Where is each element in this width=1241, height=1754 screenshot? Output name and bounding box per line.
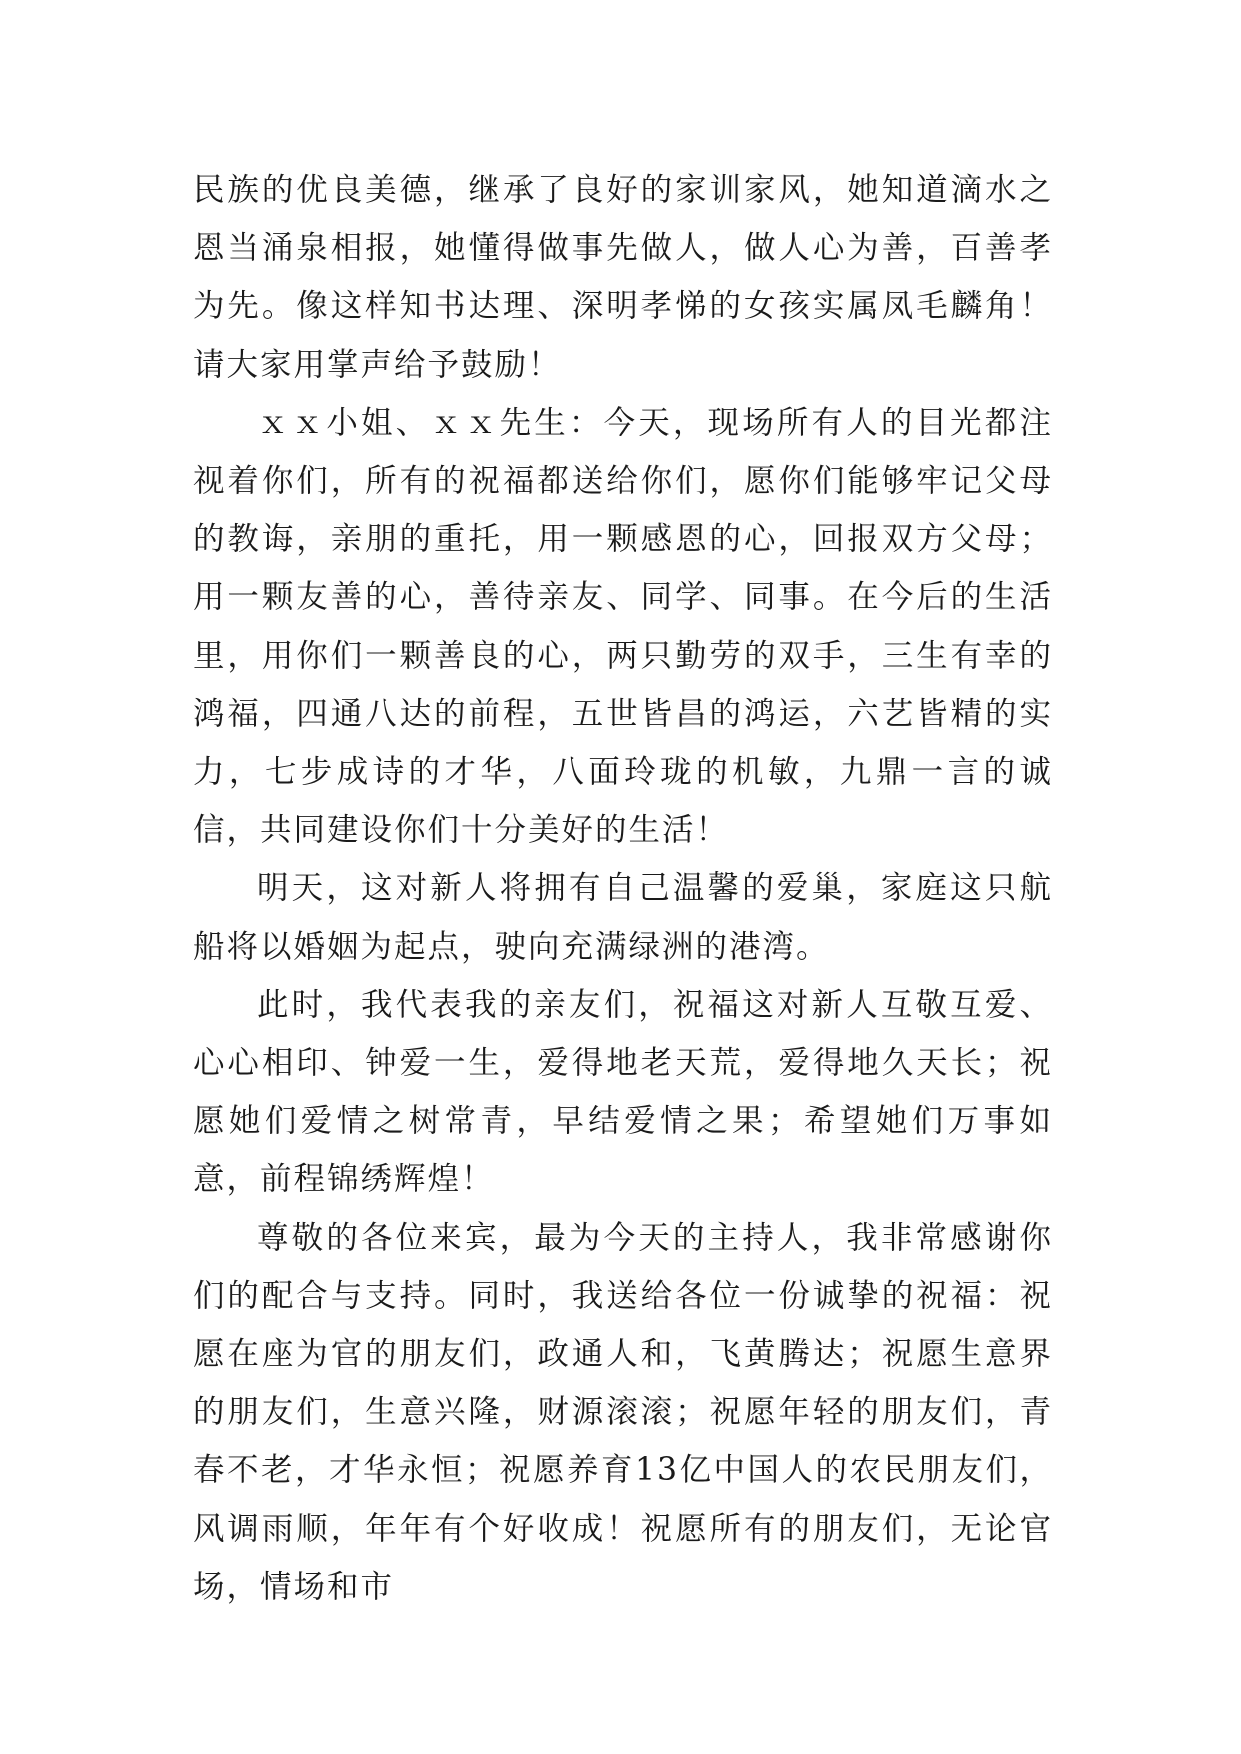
paragraph-5: 尊敬的各位来宾，最为今天的主持人，我非常感谢你们的配合与支持。同时，我送给各位一份诚挚的祝福：祝愿在座为官的朋友们，政通人和，飞黄腾达；祝愿生意界的朋友们，生意兴隆，财源滚滚；祝愿年轻的朋友们，青春不老，才华永恒；祝愿养育13亿中国人的农民朋友们，风调雨顺，年年有个好收成！祝愿所有的朋友们，无论官场，情场和市 [193, 1219, 1053, 1605]
document-body [193, 161, 1053, 1616]
paragraph-3: 明天，这对新人将拥有自己温馨的爱巢，家庭这只航船将以婚姻为起点，驶向充满绿洲的港湾。 [193, 870, 1053, 965]
paragraph-1: 民族的优良美德，继承了良好的家训家风，她知道滴水之恩当涌泉相报，她懂得做事先做人，做人心为善，百善孝为先。像这样知书达理、深明孝悌的女孩实属凤毛麟角！请大家用掌声给予鼓励！ [193, 172, 1053, 383]
paragraph-4: 此时，我代表我的亲友们，祝福这对新人互敬互爱、心心相印、钟爱一生，爱得地老天荒，爱得地久天长；祝愿她们爱情之树常青，早结爱情之果；希望她们万事如意，前程锦绣辉煌！ [193, 986, 1053, 1198]
paragraph-2: ｘｘ小姐、ｘｘ先生：今天，现场所有人的目光都注视着你们，所有的祝福都送给你们，愿你们能够牢记父母的教诲，亲朋的重托，用一颗感恩的心，回报双方父母；用一颗友善的心，善待亲友、同学、同事。在今后的生活里，用你们一颗善良的心，两只勤劳的双手，三生有幸的鸿福，四通八达的前程，五世皆昌的鸿运，六艺皆精的实力，七步成诗的才华，八面玲珑的机敏，九鼎一言的诚信，共同建设你们十分美好的生活！ [193, 404, 1053, 849]
